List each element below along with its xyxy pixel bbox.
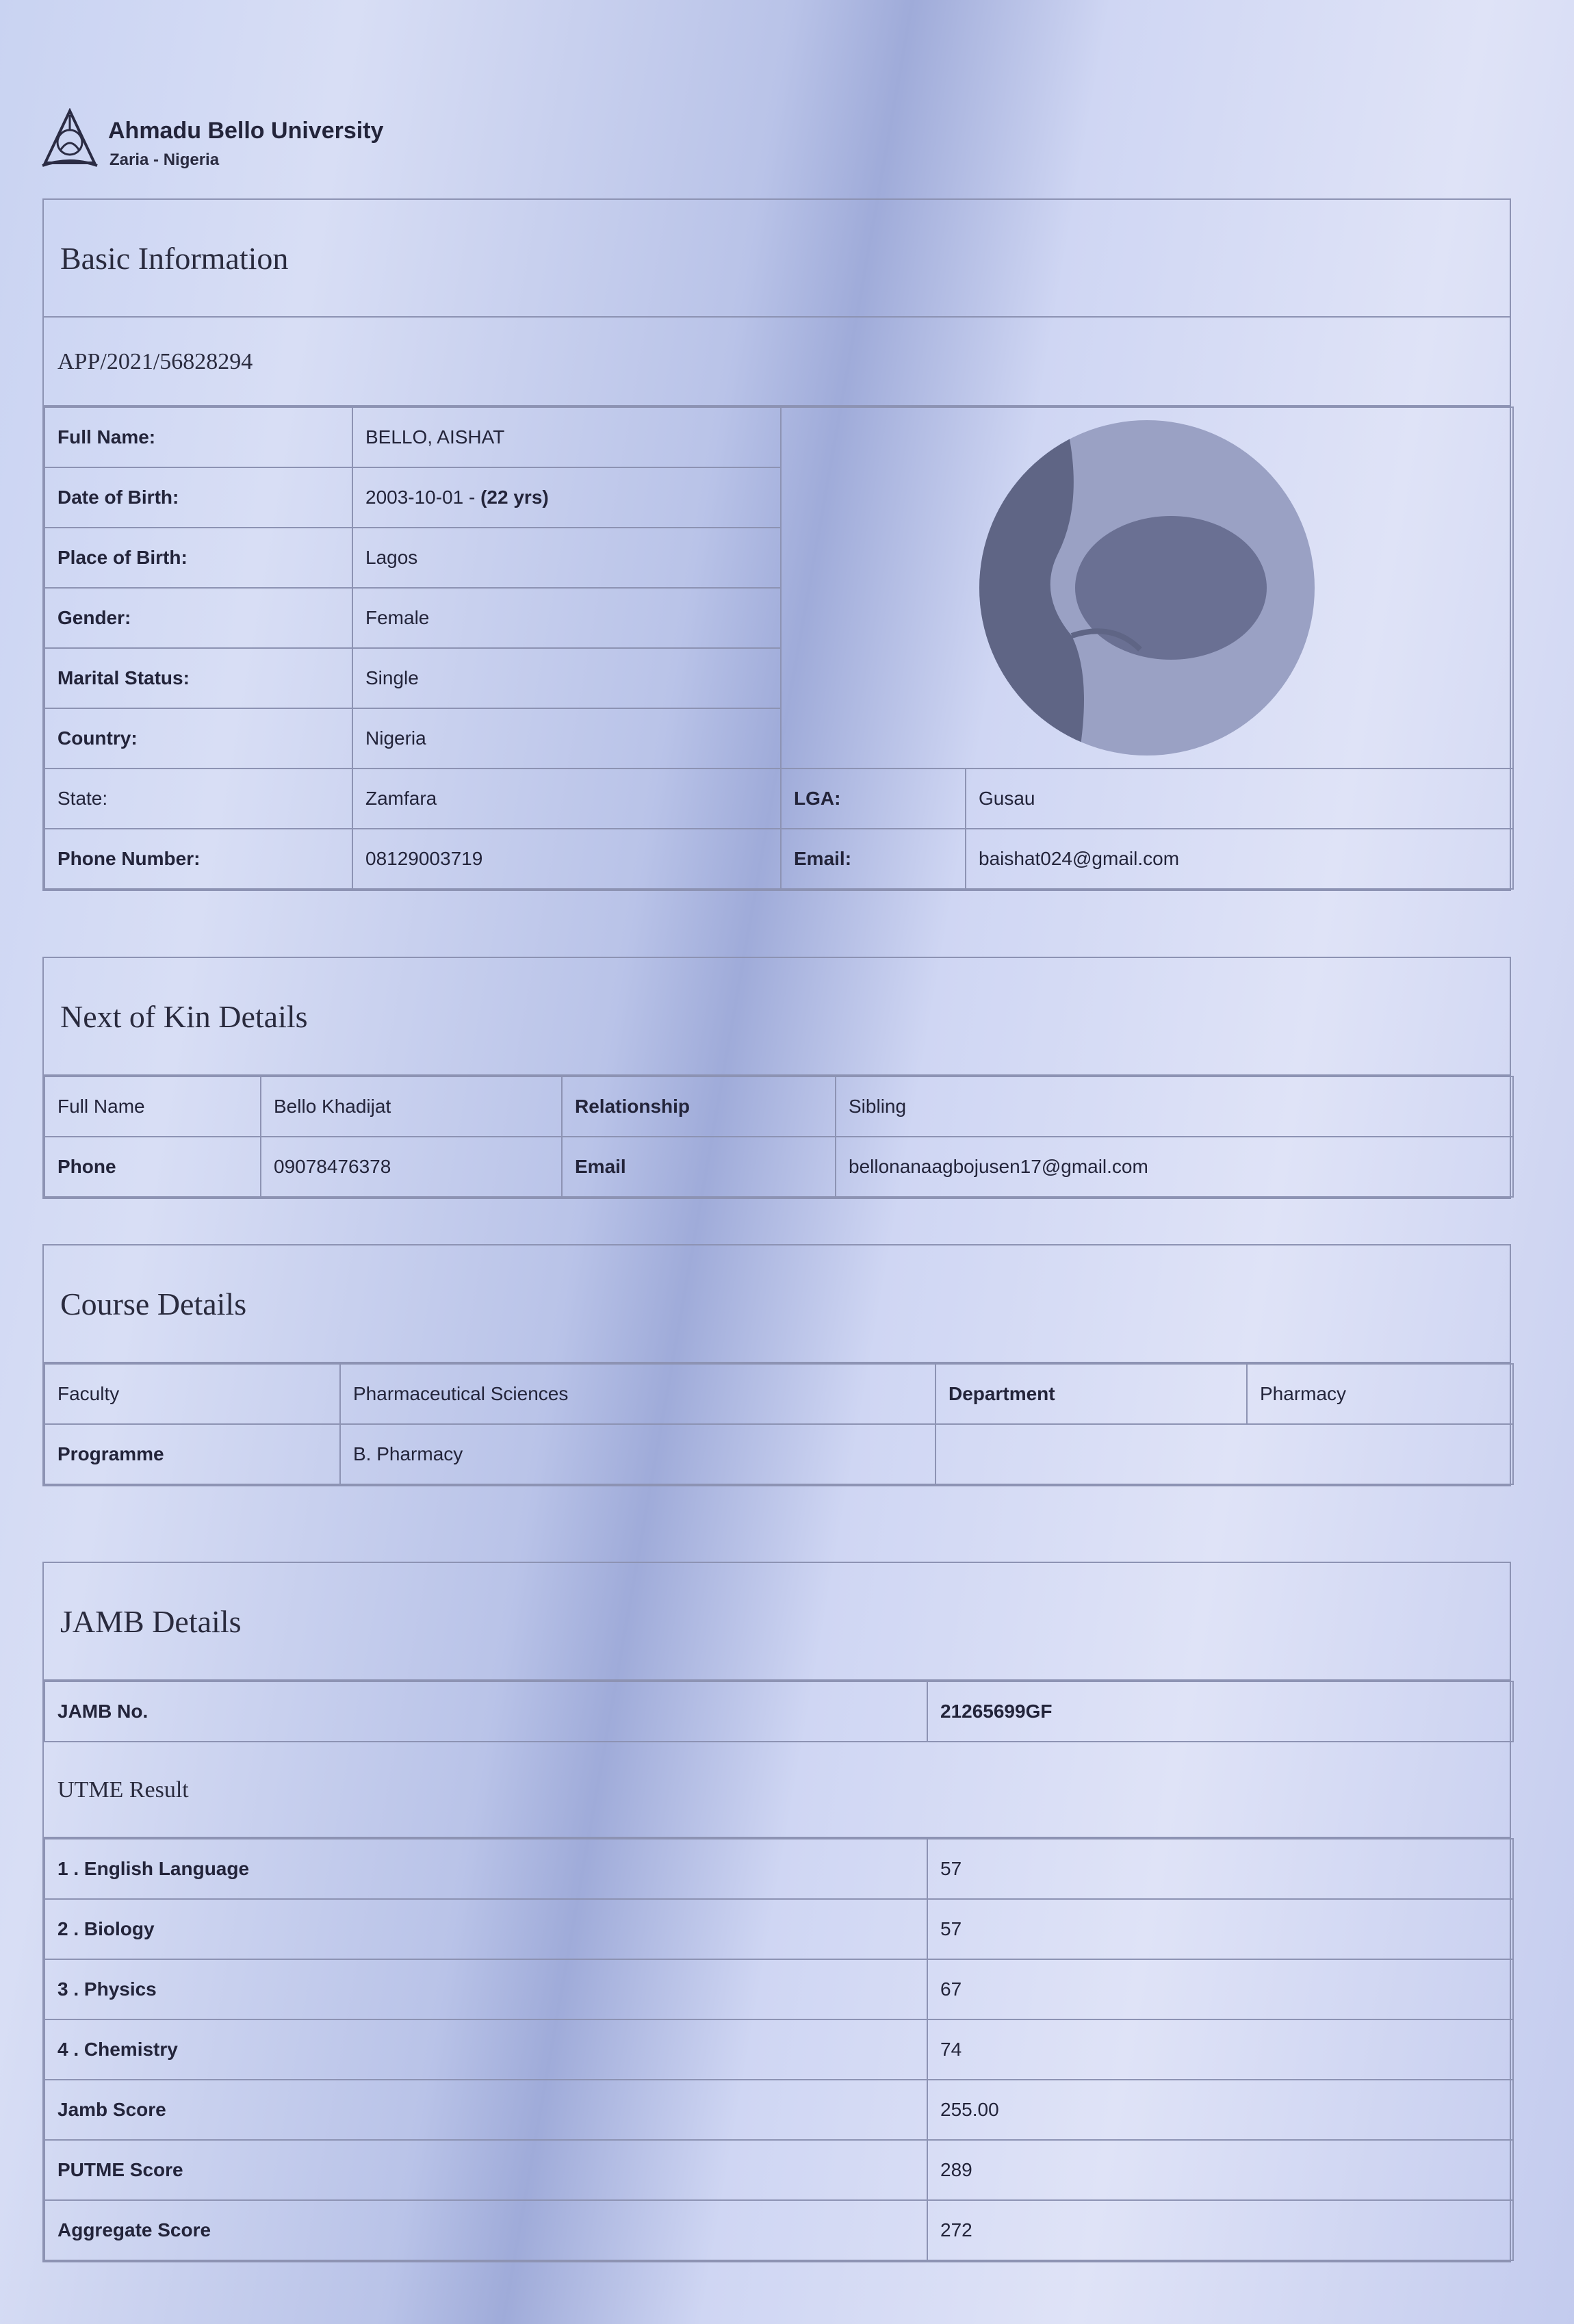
- subject-label: 4 . Chemistry: [44, 2019, 927, 2080]
- table-row: [44, 829, 1513, 889]
- putme-score-label: PUTME Score: [44, 2140, 927, 2200]
- table-row: [44, 407, 1513, 467]
- subject-label: 1 . English Language: [44, 1839, 927, 1899]
- table-row: [44, 2200, 1513, 2260]
- kin-email-value: bellonanaagbojusen17@gmail.com: [836, 1137, 1513, 1197]
- marital-status-label: Marital Status:: [44, 648, 352, 708]
- jamb-score-label: Jamb Score: [44, 2080, 927, 2140]
- subject-score: 57: [927, 1899, 1513, 1959]
- table-row: [44, 769, 1513, 829]
- phone-label: Phone Number:: [44, 829, 352, 889]
- basic-information-table: [44, 406, 1514, 890]
- jamb-score-value: 255.00: [927, 2080, 1513, 2140]
- lga-label: LGA:: [781, 769, 966, 829]
- table-row: [44, 1959, 1513, 2019]
- kin-full-name-value: Bello Khadijat: [261, 1076, 562, 1137]
- course-details-title: Course Details: [44, 1245, 1510, 1363]
- jamb-no-label: JAMB No.: [44, 1681, 927, 1742]
- gender-value: Female: [352, 588, 781, 648]
- marital-status-value: Single: [352, 648, 781, 708]
- subject-label: 2 . Biology: [44, 1899, 927, 1959]
- email-label: Email:: [781, 829, 966, 889]
- application-number: APP/2021/56828294: [44, 318, 1510, 406]
- university-location: Zaria - Nigeria: [109, 151, 220, 169]
- state-label: State:: [44, 769, 352, 829]
- table-row: [44, 2140, 1513, 2200]
- basic-information-section: [42, 198, 1511, 891]
- kin-phone-value: 09078476378: [261, 1137, 562, 1197]
- passport-photo-icon: [976, 417, 1318, 759]
- subject-score: 74: [927, 2019, 1513, 2080]
- kin-email-label: Email: [562, 1137, 836, 1197]
- empty-cell: [936, 1424, 1513, 1484]
- table-row: [44, 1076, 1513, 1137]
- next-of-kin-section: [42, 957, 1511, 1199]
- aggregate-score-label: Aggregate Score: [44, 2200, 927, 2260]
- aggregate-score-value: 272: [927, 2200, 1513, 2260]
- table-row: [44, 1681, 1513, 1742]
- table-row: [44, 1424, 1513, 1484]
- table-row: [44, 2019, 1513, 2080]
- jamb-details-section: [42, 1562, 1511, 2262]
- department-value: Pharmacy: [1247, 1364, 1513, 1424]
- passport-photo: [781, 407, 1513, 769]
- jamb-no-value: 21265699GF: [927, 1681, 1513, 1742]
- subject-score: 67: [927, 1959, 1513, 2019]
- department-label: Department: [936, 1364, 1247, 1424]
- phone-value: 08129003719: [352, 829, 781, 889]
- place-of-birth-value: Lagos: [352, 528, 781, 588]
- putme-score-value: 289: [927, 2140, 1513, 2200]
- programme-label: Programme: [44, 1424, 340, 1484]
- next-of-kin-title: Next of Kin Details: [44, 958, 1510, 1076]
- faculty-label: Faculty: [44, 1364, 340, 1424]
- table-row: [44, 1137, 1513, 1197]
- lga-value: Gusau: [966, 769, 1513, 829]
- dob-age: (22 yrs): [480, 487, 549, 508]
- jamb-number-table: [44, 1681, 1514, 1742]
- course-details-section: [42, 1244, 1511, 1486]
- dob-value: [352, 467, 781, 528]
- full-name-label: Full Name:: [44, 407, 352, 467]
- table-row: [44, 1839, 1513, 1899]
- dob-date: 2003-10-01 -: [365, 487, 481, 508]
- utme-result-title: UTME Result: [44, 1742, 1510, 1838]
- kin-phone-label: Phone: [44, 1137, 261, 1197]
- table-row: [44, 2080, 1513, 2140]
- faculty-value: Pharmaceutical Sciences: [340, 1364, 936, 1424]
- place-of-birth-label: Place of Birth:: [44, 528, 352, 588]
- kin-full-name-label: Full Name: [44, 1076, 261, 1137]
- university-crest-icon: [40, 108, 100, 170]
- country-label: Country:: [44, 708, 352, 769]
- country-value: Nigeria: [352, 708, 781, 769]
- state-value: Zamfara: [352, 769, 781, 829]
- utme-result-table: [44, 1838, 1514, 2261]
- email-value: baishat024@gmail.com: [966, 829, 1513, 889]
- next-of-kin-table: [44, 1076, 1514, 1198]
- gender-label: Gender:: [44, 588, 352, 648]
- basic-information-title: Basic Information: [44, 200, 1510, 318]
- jamb-details-title: JAMB Details: [44, 1563, 1510, 1681]
- university-name: Ahmadu Bello University: [108, 118, 384, 144]
- subject-label: 3 . Physics: [44, 1959, 927, 2019]
- kin-relationship-label: Relationship: [562, 1076, 836, 1137]
- kin-relationship-value: Sibling: [836, 1076, 1513, 1137]
- table-row: [44, 1364, 1513, 1424]
- course-details-table: [44, 1363, 1514, 1485]
- university-header: [40, 108, 519, 177]
- programme-value: B. Pharmacy: [340, 1424, 936, 1484]
- table-row: [44, 1899, 1513, 1959]
- full-name-value: BELLO, AISHAT: [352, 407, 781, 467]
- dob-label: Date of Birth:: [44, 467, 352, 528]
- subject-score: 57: [927, 1839, 1513, 1899]
